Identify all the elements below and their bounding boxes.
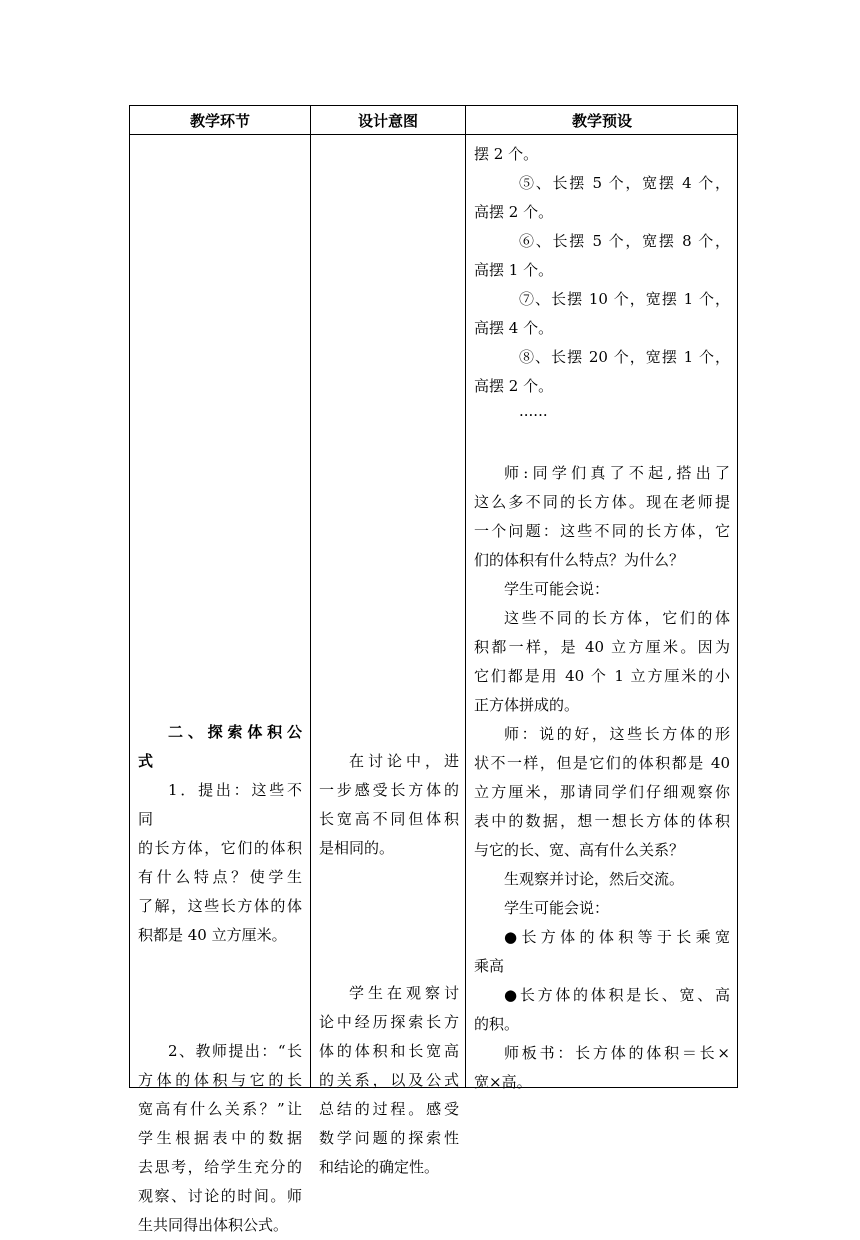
column-divider [310,106,311,1087]
text-line: ⑥、长摆 5 个，宽摆 8 个， [519,232,730,250]
header-teaching-plan: 教学预设 [571,112,632,130]
text-line [319,892,459,921]
text-line: 2、教师提出：“长 [168,1042,302,1060]
text-line: 是相同的。 [319,839,395,857]
text-line: ●长方体的体积等于长乘宽 [504,928,730,946]
text-line: 生共同得出体积公式。 [138,1216,289,1234]
text-line [319,863,459,892]
text-line: ⑧、长摆 20 个，宽摆 1 个， [519,348,730,366]
text-line: 一个问题：这些不同的长方体，它 [474,522,730,540]
text-line: ⑤、长摆 5 个，宽摆 4 个， [519,174,730,192]
teaching-stage-column [138,428,302,1240]
text-line: 这些不同的长方体，它们的体 [504,609,730,627]
text-line [138,428,302,457]
text-line [138,486,302,515]
text-line: 论中经历探索长方 [319,1013,459,1031]
column-divider [465,106,466,1087]
text-line [319,573,459,602]
text-line: 的关系，以及公式 [319,1071,459,1089]
text-line: 的长方体，它们的体积 [138,839,302,857]
text-line [474,430,730,459]
text-line: 高摆 1 个。 [474,261,554,279]
text-line [138,515,302,544]
text-line [319,544,459,573]
text-line [138,544,302,573]
text-line [319,921,459,950]
text-line: 与它的长、宽、高有什么关系？ [474,841,685,859]
text-line: 观察、讨论的时间。师 [138,1187,302,1205]
text-line: 立方厘米，那请同学们仔细观察你 [474,783,730,801]
text-line [319,515,459,544]
text-line: 宽高有什么关系？”让 [138,1100,302,1118]
text-line: 数学问题的探索性 [319,1129,459,1147]
text-line [138,573,302,602]
text-line [319,457,459,486]
text-line: 有什么特点？使学生 [138,868,302,886]
text-line [319,486,459,515]
text-line: 积都一样，是 40 立方厘米。因为 [474,638,730,656]
text-line: 一步感受长方体的 [319,781,459,799]
text-line: 了解，这些长方体的体 [138,897,302,915]
text-line: 在讨论中，进 [349,752,459,770]
text-line: 同 [138,810,154,828]
text-line [319,631,459,660]
text-line: 去思考，给学生充分的 [138,1158,302,1176]
text-line [138,602,302,631]
text-line [138,660,302,689]
text-line [319,950,459,979]
text-line [319,660,459,689]
text-line: 学生根据表中的数据 [138,1129,302,1147]
text-line: 师:同学们真了不起,搭出了 [504,464,730,482]
text-line: 长宽高不同但体积 [319,810,459,828]
header-divider [130,134,737,135]
header-teaching-stage: 教学环节 [189,112,250,130]
text-line: 它们都是用 40 个 1 立方厘米的小 [474,667,730,685]
text-line: 高摆 4 个。 [474,319,554,337]
text-line: 高摆 2 个。 [474,377,554,395]
text-line: 二、探索体积公 [168,723,302,741]
text-line: 摆 2 个。 [474,145,539,163]
text-line: 和结论的确定性。 [319,1158,440,1176]
text-line: 学生可能会说： [504,580,610,598]
text-line: ⑦、长摆 10 个，宽摆 1 个， [519,290,730,308]
teaching-plan-column [474,140,730,1097]
text-line: 的积。 [474,1015,520,1033]
text-line [319,689,459,718]
text-line: 学生在观察讨 [349,984,459,1002]
lesson-plan-table [129,105,738,1234]
text-line [319,602,459,631]
text-line: 方体的体积与它的长 [138,1071,302,1089]
text-line [138,457,302,486]
text-line: 总结的过程。感受 [319,1100,459,1118]
text-line: 师：说的好，这些长方体的形 [504,725,730,743]
text-line: 正方体拼成的。 [474,696,580,714]
text-line: 表中的数据，想一想长方体的体积 [474,812,730,830]
text-line: ●长方体的体积是长、宽、高 [504,986,730,1004]
text-line: 1．提出：这些不 [168,781,302,799]
text-line [319,718,459,747]
text-line [138,631,302,660]
text-line [138,979,302,1008]
text-line: 积都是 40 立方厘米。 [138,926,287,944]
text-line: 体的体积和长宽高 [319,1042,459,1060]
text-line [319,428,459,457]
text-line: 学生可能会说： [504,899,610,917]
header-design-intent: 设计意图 [357,112,418,130]
text-line [138,689,302,718]
text-line: 状不一样，但是它们的体积都是 40 [474,754,730,772]
text-line: 生观察并讨论，然后交流。 [504,870,685,888]
text-line: 宽×高。 [474,1073,532,1091]
text-line: 们的体积有什么特点？为什么？ [474,551,685,569]
design-intent-column [319,428,459,1182]
text-line: ······ [519,406,548,424]
text-line [138,950,302,979]
text-line: 式 [138,752,154,770]
text-line: 乘高 [474,957,505,975]
text-line: 师板书：长方体的体积＝长× [504,1044,730,1062]
text-line: 这么多不同的长方体。现在老师提 [474,493,730,511]
text-line: 高摆 2 个。 [474,203,554,221]
text-line [138,1008,302,1037]
